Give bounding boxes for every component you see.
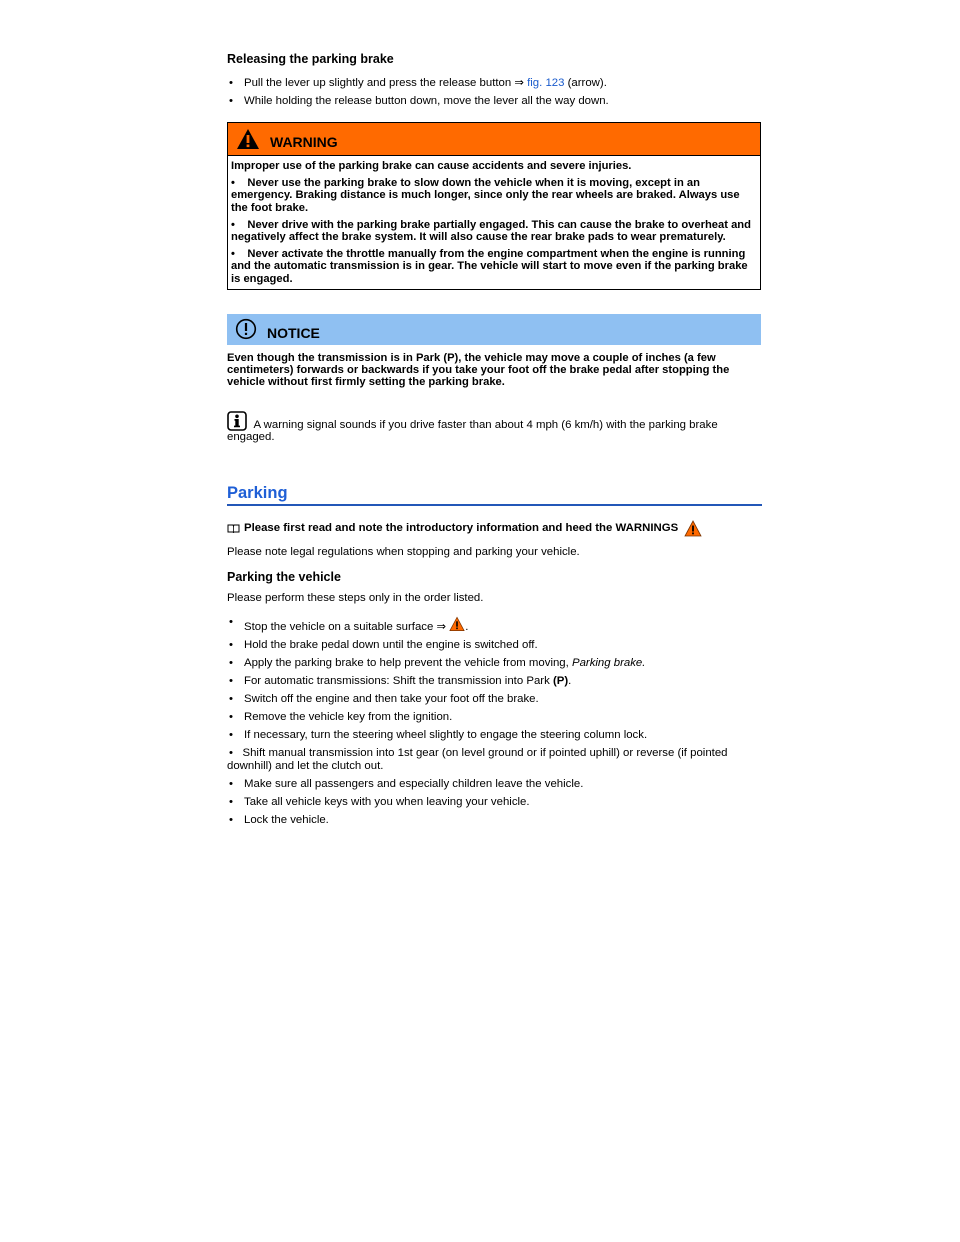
book-icon [227,523,240,533]
step-text: Stop the vehicle on a suitable surface ⇒ [244,620,447,633]
step-text-post: (arrow). [564,77,607,89]
bullet: • [229,746,233,759]
step-text: If necessary, turn the steering wheel slightly to engage the steering column lock. [244,728,648,741]
list-item [227,77,761,90]
bullet: • [229,638,233,651]
step-text: Lock the vehicle. [244,813,329,826]
step-text: While holding the release button down, move the lever all the way down. [244,95,609,107]
bullet: • [229,710,233,723]
notice-body: Even though the transmission is in Park (P), the vehicle may move a couple of inches (a few centimeters) forwards or backwards if you take your foot off the brake pedal after stopping the vehicle without first firmly setting the parking brake. [227,351,730,389]
bullet: • [229,77,233,89]
bullet: • [231,177,235,190]
bullet: • [229,813,233,826]
bullet: • [231,248,235,261]
warning-triangle-icon[interactable] [449,616,465,632]
list-item [227,616,761,634]
step-text-italic: Parking brake. [571,656,646,669]
info-note-text: A warning signal sounds if you drive faster than about 4 mph (6 km/h) with the parking brake engaged. [227,418,718,444]
warning-triangle-icon[interactable] [684,520,702,537]
warning-intro: Improper use of the parking brake can cause accidents and severe injuries. [231,160,632,172]
step-text: Apply the parking brake to help prevent the vehicle from moving, [244,656,569,669]
bullet: • [231,218,235,231]
notice-header [227,314,761,345]
exclamation-circle-icon [235,318,257,340]
bullet: • [229,615,233,628]
page-content [227,52,761,832]
intro-line [227,520,761,537]
warning-body [228,156,760,289]
list-item [227,729,761,742]
list-item [227,711,761,724]
warning-item: • Never drive with the parking brake partially engaged. This can cause the brake to overheat and negatively affect the brake system. It will also cause the rear brake pads to wear prematurely. [231,218,751,244]
intro-text: Please first read and note the introductory information and heed the WARNINGS [244,522,679,535]
warning-title: WARNING [270,134,338,150]
warning-triangle-icon [236,128,260,150]
bullet: • [229,692,233,705]
bullet: • [229,795,233,808]
release-heading: Releasing the parking brake [227,52,394,66]
list-item [227,639,761,652]
order-note: Please perform these steps only in the order listed. [227,591,484,604]
bullet: • [229,95,233,107]
parking-steps [227,616,761,827]
section-title-parking: Parking [227,484,762,506]
step-text: Hold the brake pedal down until the engine is switched off. [244,638,538,651]
step-text-post: . [568,674,572,687]
list-item [227,796,761,809]
sub-heading-parking-vehicle: Parking the vehicle [227,569,341,584]
step-text-post: . [465,620,469,633]
info-icon [227,411,247,431]
step-text: Shift manual transmission into 1st gear (on level ground or if pointed uphill) or reverse (if pointed downhill) and let the clutch out. [227,746,728,772]
step-text: Remove the vehicle key from the ignition. [244,710,453,723]
legal-note: Please note legal regulations when stopping and parking your vehicle. [227,545,580,558]
release-steps [227,77,761,108]
step-text: Make sure all passengers and especially children leave the vehicle. [244,777,584,790]
list-item [227,747,761,773]
step-text: Pull the lever up slightly and press the release button ⇒ [244,77,524,89]
step-text-bold: (P) [552,674,569,687]
bullet: • [229,674,233,687]
warning-item: • Never use the parking brake to slow down the vehicle when it is moving, except in an emergency. Braking distance is much longer, since only the rear wheels are braked. Always use the foot brake. [231,177,740,214]
list-item [227,814,761,827]
step-text: Take all vehicle keys with you when leaving your vehicle. [244,795,530,808]
info-note [227,411,761,444]
step-text: For automatic transmissions: Shift the transmission into Park [244,674,550,687]
list-item [227,675,761,688]
list-item [227,693,761,706]
list-item [227,778,761,791]
bullet: • [229,728,233,741]
warning-header [228,123,760,156]
fig-link[interactable]: fig. 123 [527,77,565,89]
list-item [227,657,761,670]
warning-item: • Never activate the throttle manually from the engine compartment when the engine is running and the automatic transmission is in gear. The vehicle will start to move even if the parking brake is engaged. [231,248,748,285]
step-text: Switch off the engine and then take your foot off the brake. [244,692,539,705]
bullet: • [229,656,233,669]
bullet: • [229,777,233,790]
list-item [227,95,761,108]
warning-box [227,122,761,290]
notice-title: NOTICE [267,324,320,341]
